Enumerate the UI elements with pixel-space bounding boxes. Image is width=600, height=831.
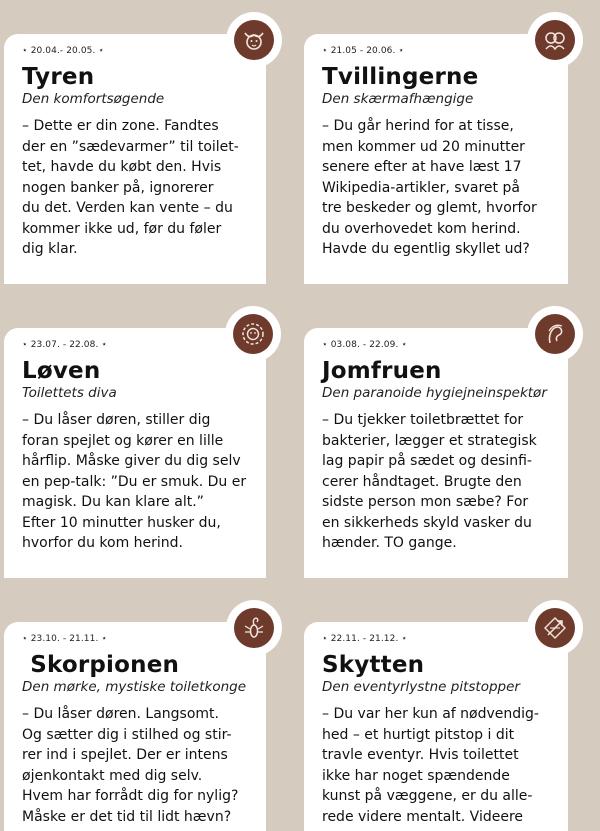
scorpio-icon [234,608,274,648]
sign-description: – Du låser døren. Langsomt. Og sætter dig i stilhed og stir- rer ind i spejlet. Der er intens øjenkontakt med dig selv. Hvem har forrådt dig for nylig? Måske er det tid til lidt hævn? [22,706,239,825]
sign-title: Tvillingerne [322,64,479,90]
date-range: ⋆ 21.05 - 20.06. ⋆ [322,46,405,56]
sign-title: Løven [22,358,101,384]
sign-description: – Dette er din zone. Fandtes der en ”sædevarmer” til toilet- tet, havde du købt den. Hvis nogen banker på, ignorerer du det. Verden kan vente – du kommer ikke ud, før du føler dig klar. [22,118,239,257]
sign-description: – Du går herind for at tisse, men kommer ud 20 minutter senere efter at have læst 17 Wikipedia-artikler, svaret på tre beskeder og glemt, hvorfor du overhovedet kom herind. Havde du egentlig skyllet ud? [322,118,537,257]
sign-description: – Du tjekker toiletbrættet for bakterier, lægger et strategisk lag papir på sædet og desinfi- cerer håndtaget. Brugte den sidste person mon sæbe? For en sikkerheds skyld vasker du hænder. TO gange. [322,412,537,551]
sign-subtitle: Den skærmafhængige [322,91,474,107]
badge-ring [527,306,583,362]
date-range: ⋆ 03.08. - 22.09. ⋆ [322,340,408,350]
gemini-icon [535,20,575,60]
zodiac-card-taurus [4,34,266,284]
date-range: ⋆ 23.07. - 22.08. ⋆ [22,340,108,350]
sign-title: Skorpionen [22,652,180,678]
zodiac-card-leo [4,328,266,578]
sign-subtitle: Den komfortsøgende [22,91,165,107]
badge-ring [527,600,583,656]
sign-description: – Du låser døren, stiller dig foran spejlet og kører en lille hårflip. Måske giver du dig selv en pep-talk: ”Du er smuk. Du er magisk. Du kan klare alt.” Efter 10 minutter husker du, hvorfor du kom herind. [22,412,247,551]
zodiac-card-gemini [304,34,568,284]
date-range: ⋆ 22.11. - 21.12. ⋆ [322,634,408,644]
badge-ring [226,12,282,68]
date-range: ⋆ 20.04.- 20.05. ⋆ [22,46,105,56]
date-range: ⋆ 23.10. - 21.11. ⋆ [22,634,108,644]
sign-subtitle: Den paranoide hygiejneinspektør [322,385,547,401]
sign-description: – Du var her kun af nødvendig- hed – et hurtigt pitstop i dit travle eventyr. Hvis toilettet ikke har noget spændende kunst på væggene, er du alle- rede videre mentalt. Videere [322,706,539,825]
badge-ring [226,600,282,656]
virgo-icon [535,314,575,354]
sign-title: Tyren [22,64,95,90]
zodiac-card-virgo [304,328,568,578]
sign-subtitle: Den eventyrlystne pitstopper [322,679,520,695]
zodiac-card-scorpio [4,622,266,831]
leo-icon [233,314,273,354]
sign-title: Jomfruen [322,358,442,384]
badge-ring [225,306,281,362]
sign-subtitle: Den mørke, mystiske toiletkonge [22,679,247,695]
taurus-icon [234,20,274,60]
sagittarius-icon [535,608,575,648]
badge-ring [527,12,583,68]
sign-title: Skytten [322,652,425,678]
sign-subtitle: Toilettets diva [22,385,117,401]
zodiac-card-sagittarius [304,622,568,831]
